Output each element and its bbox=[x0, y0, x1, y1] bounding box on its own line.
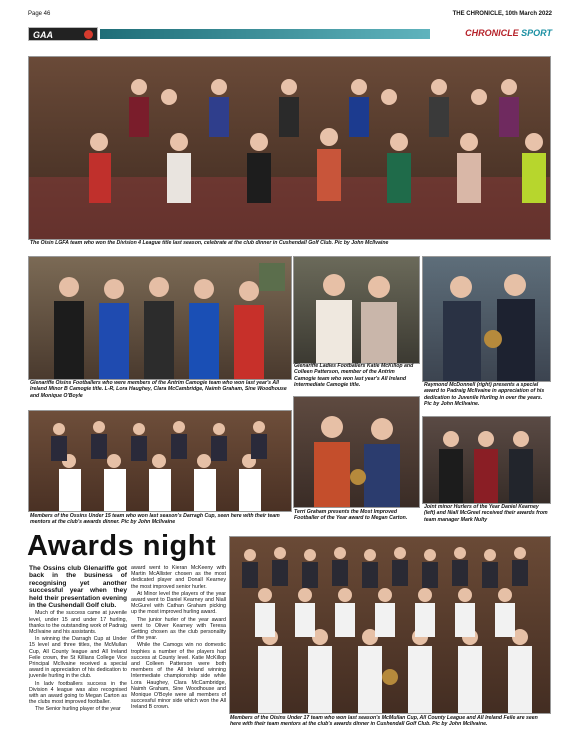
caption-under15: Members of the Ossins Under 15 team who won last season's Darragh Cup, seen here with their team mentors at the club's awards dinner. Pic by John McIlvaine bbox=[30, 513, 280, 526]
caption-under17: Members of the Oisins Under 17 team who won last season's McMullan Cup, All County League and All Ireland Feile are seen here with their team mentors at the club's awards dinner in Cushendall Golf Club. Pic by John McIlvaine. bbox=[230, 715, 538, 728]
photo-under17-team bbox=[229, 536, 551, 714]
banner-bar bbox=[100, 29, 430, 39]
caption-raymond: Raymond McDonnell (right) presents a special award to Padraig McIlvaine in appreciation of his dedication to Juvenile Hurling in over the years. Pic by John McIlvaine. bbox=[424, 382, 545, 407]
sliotar-icon bbox=[84, 30, 93, 39]
page-header bbox=[28, 11, 552, 23]
raymond-figures bbox=[423, 257, 550, 381]
article-paragraph: While the Camogs win no domestic trophies a number of the players had success at County level. Katie McKillop and Colleen Patterson were both members of the All Ireland winning Intermediate championship side while Lora Haughey, Clara McCambridge, Naimh Graham, Sine Woodhouse and Monique O'Boyle were all members of successful minor side which won the All Ireland B crown. bbox=[131, 642, 226, 711]
group-photo-figures bbox=[29, 57, 550, 239]
page-number: Page 46 bbox=[28, 11, 51, 17]
photo-terri-graham bbox=[293, 396, 420, 508]
paper-date: THE CHRONICLE, 10th March 2022 bbox=[452, 11, 552, 17]
article-column-2 bbox=[131, 565, 226, 712]
article-paragraph: The junior hurler of the year award went to Oliver Kearney with Teresa Getting chosen as the club personality of the year. bbox=[131, 616, 226, 642]
chronicle-sport-logo: CHRONICLE SPORT bbox=[465, 28, 552, 38]
caption-camogie: Glenariffe Oisins Footballers who were members of the Antrim Camogie team who won last year's All Ireland Minor B Camogie title. L-R, Lora Haughey, Clara McCambridge, Naimh Graham, Sine Woodhouse and Monique O'Boyle bbox=[30, 380, 287, 399]
caption-minor: Joint minor Hurlers of the Year Daniel Kearney (left) and Niall McGreel received their awards from team manager Mark Nulty bbox=[424, 504, 548, 523]
photo-camogie-players bbox=[28, 256, 292, 380]
under17-figures bbox=[230, 537, 550, 713]
article-paragraph: The Senior hurling player of the year bbox=[35, 706, 121, 713]
article-column-1 bbox=[29, 565, 127, 714]
article-lead: The Ossins club Glenariffe got back in the business of recognising yet another successful year when they held their presentation evening in the Cushendall Golf club. bbox=[29, 565, 127, 610]
section-banner bbox=[28, 24, 552, 45]
ladies-figures bbox=[294, 257, 419, 363]
article-headline: Awards night bbox=[27, 530, 217, 562]
photo-under15-team bbox=[28, 410, 292, 512]
article-paragraph: In ladv footballers success in the Division 4 league was also recognised with an award going to Megan Carton as the clubs most improved footballer. bbox=[29, 680, 127, 706]
camogie-figures bbox=[29, 257, 291, 379]
photo-minor-hurlers bbox=[422, 416, 551, 504]
article-paragraph: At Minor level the players of the year award went to Daniel Kearney and Niall McGurel with Cathan Graham picking up the most improved hurling award. bbox=[131, 590, 226, 616]
gaa-logo: GAA bbox=[28, 27, 98, 41]
article-paragraph: award went to Kieran McKeeny with Martin McAllister chosen as the most dedicated player and Donall Kearney the most improved senior hurler. bbox=[131, 565, 226, 590]
minor-figures bbox=[423, 417, 550, 503]
under15-figures bbox=[29, 411, 291, 511]
photo-ladies-footballers bbox=[293, 256, 420, 364]
article-paragraph: Much of the success came at juvenile level, under 15 and under 17 hurling, thanks to the outstanding work of Padraig McIlvaine and his assistants. bbox=[29, 610, 127, 636]
photo-raymond-award bbox=[422, 256, 551, 382]
photo-lgfa-team bbox=[28, 56, 551, 240]
caption-terri: Terri Graham presents the Most Improved Footballer of the Year award to Megan Carton. bbox=[294, 509, 408, 522]
terri-figures bbox=[294, 397, 419, 507]
caption-lgfa-team: The Oisin LGFA team who won the Division 4 League title last season, celebrate at the club dinner in Cushendall Golf Club. Pic by John McIlvaine bbox=[30, 240, 389, 246]
article-paragraph: In winning the Darragh Cup at Under 15 level and three titles, the McMullan Cup, All County league and All Ireland Feile crown, the St Killians College Vice Principal McIlvaine received a special award in appreciation of his dedication to juvenile hurling in the club. bbox=[29, 636, 127, 680]
caption-ladies: Glenariffe Ladies Footballers Katie McKillop and Colleen Patterson, member of the Antrim Camogie team who won last year's All Ireland Intermediate Camogie title. bbox=[294, 363, 414, 388]
